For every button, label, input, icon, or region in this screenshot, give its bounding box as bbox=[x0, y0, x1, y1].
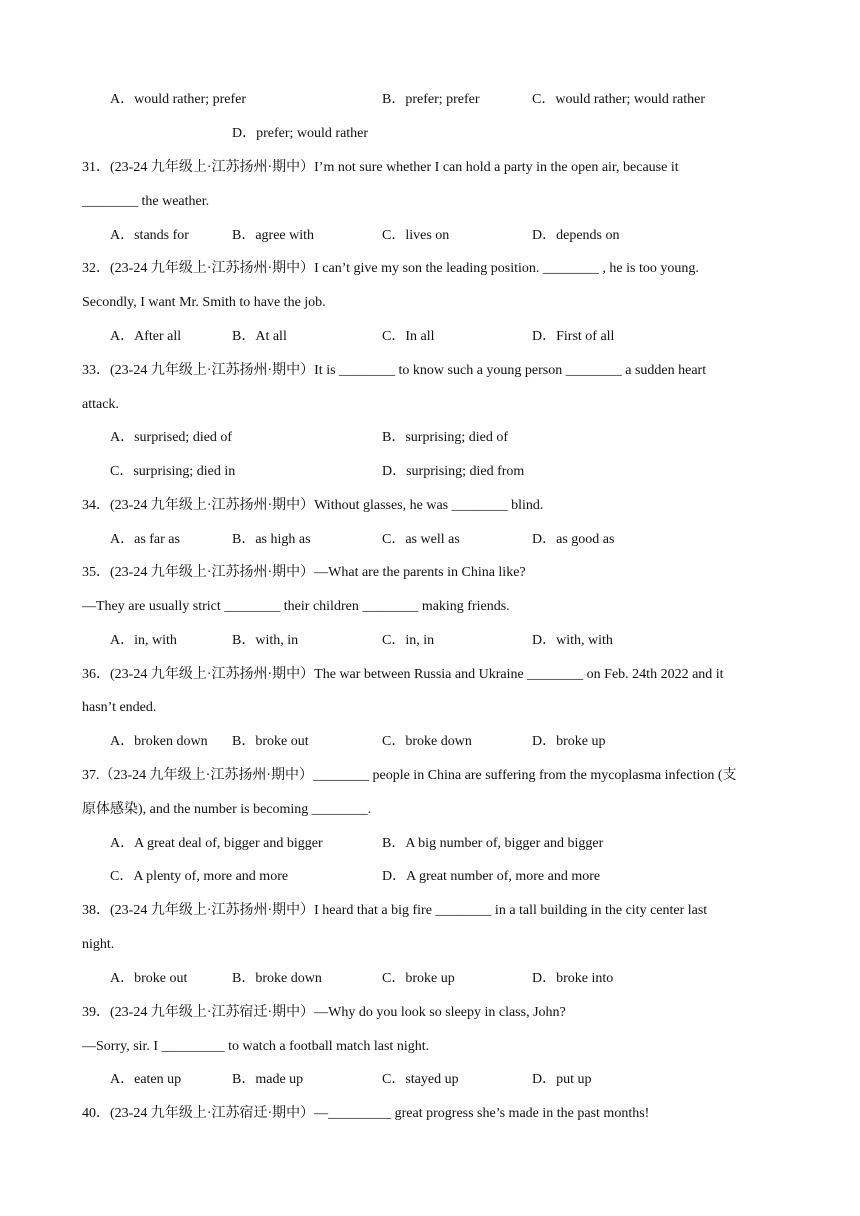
q33-option-b: B．surprising; died of bbox=[382, 430, 508, 445]
q30-option-b: B．prefer; prefer bbox=[382, 92, 480, 107]
q35-option-a: A．in, with bbox=[110, 633, 177, 648]
q34-option-b: B．as high as bbox=[232, 532, 311, 547]
q39-option-a: A．eaten up bbox=[110, 1072, 182, 1087]
q31-stem-line1: 31．(23-24 九年级上·江苏扬州·期中）I’m not sure whether I can hold a party in the open air, because it bbox=[82, 160, 679, 175]
q32-option-c: C．In all bbox=[382, 329, 435, 344]
q38-option-d: D．broke into bbox=[532, 971, 614, 986]
q31-option-c: C．lives on bbox=[382, 228, 450, 243]
q31-option-b: B．agree with bbox=[232, 228, 315, 243]
q31-stem-line2: ________ the weather. bbox=[82, 194, 210, 209]
q34-option-a: A．as far as bbox=[110, 532, 180, 547]
q35-option-b: B．with, in bbox=[232, 633, 299, 648]
q32-option-b: B．At all bbox=[232, 329, 287, 344]
q35-option-c: C．in, in bbox=[382, 633, 435, 648]
q38-stem-line1: 38．(23-24 九年级上·江苏扬州·期中）I heard that a big fire ________ in a tall building in the city center last bbox=[82, 903, 708, 918]
q33-option-c: C．surprising; died in bbox=[110, 464, 236, 479]
q32-option-a: A．After all bbox=[110, 329, 182, 344]
q30-option-d: D．prefer; would rather bbox=[232, 126, 369, 141]
q37-option-d: D．A great number of, more and more bbox=[382, 869, 601, 884]
q31-option-a: A．stands for bbox=[110, 228, 189, 243]
q39-stem-line1: 39．(23-24 九年级上·江苏宿迁·期中）—Why do you look so sleepy in class, John? bbox=[82, 1005, 566, 1020]
q35-stem-line1: 35．(23-24 九年级上·江苏扬州·期中）—What are the parents in China like? bbox=[82, 565, 526, 580]
q33-stem-line2: attack. bbox=[82, 397, 119, 412]
q37-option-b: B．A big number of, bigger and bigger bbox=[382, 836, 604, 851]
q38-option-c: C．broke up bbox=[382, 971, 455, 986]
q35-stem-line2: —They are usually strict ________ their children ________ making friends. bbox=[82, 599, 510, 614]
q30-option-a: A．would rather; prefer bbox=[110, 92, 247, 107]
q40-stem-line1: 40．(23-24 九年级上·江苏宿迁·期中）—_________ great progress she’s made in the past months! bbox=[82, 1106, 650, 1121]
q34-option-d: D．as good as bbox=[532, 532, 615, 547]
q39-option-c: C．stayed up bbox=[382, 1072, 459, 1087]
q36-stem-line1: 36．(23-24 九年级上·江苏扬州·期中）The war between Russia and Ukraine ________ on Feb. 24th 2022 and it bbox=[82, 667, 724, 682]
q38-option-b: B．broke down bbox=[232, 971, 322, 986]
q32-stem-line1: 32．(23-24 九年级上·江苏扬州·期中）I can’t give my son the leading position. ________ , he is too young. bbox=[82, 261, 699, 276]
q32-option-d: D．First of all bbox=[532, 329, 615, 344]
q39-option-d: D．put up bbox=[532, 1072, 592, 1087]
q38-stem-line2: night. bbox=[82, 937, 115, 952]
q37-stem-line1: 37.（23-24 九年级上·江苏扬州·期中）________ people in China are suffering from the mycoplasma infection (支 bbox=[82, 768, 737, 783]
q37-option-a: A．A great deal of, bigger and bigger bbox=[110, 836, 323, 851]
q38-option-a: A．broke out bbox=[110, 971, 188, 986]
q33-stem-line1: 33．(23-24 九年级上·江苏扬州·期中）It is ________ to know such a young person ________ a sudden heart bbox=[82, 363, 707, 378]
q37-stem-line2: 原体感染), and the number is becoming ________. bbox=[82, 802, 372, 817]
q34-option-c: C．as well as bbox=[382, 532, 460, 547]
q34-stem-line1: 34．(23-24 九年级上·江苏扬州·期中）Without glasses, he was ________ blind. bbox=[82, 498, 544, 513]
q33-option-a: A．surprised; died of bbox=[110, 430, 233, 445]
q30-option-c: C．would rather; would rather bbox=[532, 92, 706, 107]
q36-stem-line2: hasn’t ended. bbox=[82, 700, 157, 715]
q36-option-d: D．broke up bbox=[532, 734, 606, 749]
q37-option-c: C．A plenty of, more and more bbox=[110, 869, 289, 884]
q35-option-d: D．with, with bbox=[532, 633, 613, 648]
q36-option-a: A．broken down bbox=[110, 734, 208, 749]
q39-stem-line2: —Sorry, sir. I _________ to watch a football match last night. bbox=[82, 1039, 430, 1054]
q33-option-d: D．surprising; died from bbox=[382, 464, 525, 479]
q32-stem-line2: Secondly, I want Mr. Smith to have the job. bbox=[82, 295, 326, 310]
q39-option-b: B．made up bbox=[232, 1072, 304, 1087]
q36-option-b: B．broke out bbox=[232, 734, 309, 749]
q31-option-d: D．depends on bbox=[532, 228, 620, 243]
q36-option-c: C．broke down bbox=[382, 734, 472, 749]
